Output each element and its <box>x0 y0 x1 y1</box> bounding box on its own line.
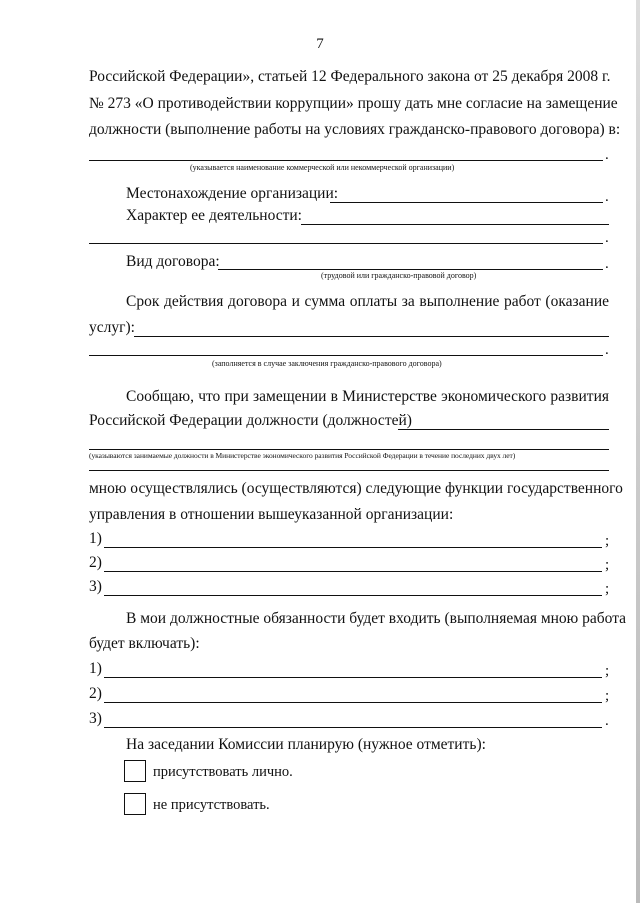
duties-item-1-field[interactable] <box>104 677 602 678</box>
organization-name-end-mark: . <box>605 147 609 163</box>
positions-line-1: Сообщаю, что при замещении в Министерстве экономического развития <box>126 388 609 405</box>
activity-field[interactable] <box>301 224 609 225</box>
duties-item-1-number: 1) <box>89 660 102 677</box>
contract-type-hint: (трудовой или гражданско-правовой договор) <box>321 271 477 280</box>
functions-item-1-number: 1) <box>89 530 102 547</box>
functions-line-1: мною осуществлялись (осуществляются) следующие функции государственного <box>89 480 623 497</box>
intro-line-2: № 273 «О противодействии коррупции» прошу дать мне согласие на замещение <box>89 95 618 112</box>
functions-item-3-field[interactable] <box>104 595 602 596</box>
functions-item-2-number: 2) <box>89 554 102 571</box>
term-line-2-label: услуг): <box>89 319 135 336</box>
term-field-line-2[interactable] <box>89 355 603 356</box>
duties-item-2-field[interactable] <box>104 702 602 703</box>
term-line-1: Срок действия договора и сумма оплаты за выполнение работ (оказание <box>126 293 609 310</box>
positions-field[interactable] <box>398 429 609 430</box>
intro-line-1: Российской Федерации», статьей 12 Федерального закона от 25 декабря 2008 г. <box>89 68 611 85</box>
attend-in-person-checkbox[interactable] <box>124 760 146 782</box>
location-label: Местонахождение организации: <box>126 185 339 202</box>
activity-label: Характер ее деятельности: <box>126 207 302 224</box>
functions-line-2: управления в отношении вышеуказанной организации: <box>89 506 454 523</box>
page-number: 7 <box>316 36 324 52</box>
positions-line-2-label: Российской Федерации должности (должностей) <box>89 412 412 429</box>
attend-in-person-label: присутствовать лично. <box>153 764 293 780</box>
term-field[interactable] <box>134 336 609 337</box>
location-field[interactable] <box>330 202 603 203</box>
duties-item-2-number: 2) <box>89 685 102 702</box>
duties-item-3-field[interactable] <box>104 727 602 728</box>
duties-item-3-end: . <box>605 713 609 729</box>
term-end-mark: . <box>605 342 609 358</box>
duties-item-1-end: ; <box>605 663 610 679</box>
duties-item-3-number: 3) <box>89 710 102 727</box>
location-end-mark: . <box>605 189 609 205</box>
functions-item-2-end: ; <box>605 557 610 573</box>
page-edge-shadow <box>636 0 640 903</box>
functions-item-2-field[interactable] <box>104 571 602 572</box>
not-attend-checkbox[interactable] <box>124 793 146 815</box>
positions-field-line-2[interactable] <box>89 449 609 450</box>
organization-name-field[interactable] <box>89 160 603 161</box>
contract-type-field[interactable] <box>218 269 603 270</box>
functions-item-3-number: 3) <box>89 578 102 595</box>
duties-item-2-end: ; <box>605 688 610 704</box>
contract-type-end-mark: . <box>605 256 609 272</box>
functions-item-1-field[interactable] <box>104 547 602 548</box>
intro-line-3: должности (выполнение работы на условиях гражданско-правового договора) в: <box>89 121 621 138</box>
activity-field-line-2[interactable] <box>89 243 603 244</box>
organization-name-hint: (указывается наименование коммерческой или некоммерческой организации) <box>190 163 455 172</box>
not-attend-label: не присутствовать. <box>153 797 270 813</box>
positions-hint: (указываются занимаемые должности в Министерстве экономического развития Российской Федерации в течение последних двух лет) <box>89 451 516 460</box>
contract-type-label: Вид договора: <box>126 253 220 270</box>
duties-line-1: В мои должностные обязанности будет входить (выполняемая мною работа <box>126 610 627 627</box>
activity-end-mark: . <box>605 230 609 246</box>
term-hint: (заполняется в случае заключения гражданско-правового договора) <box>212 359 442 368</box>
functions-item-1-end: ; <box>605 533 610 549</box>
positions-field-line-3[interactable] <box>89 470 609 471</box>
attendance-question: На заседании Комиссии планирую (нужное отметить): <box>126 736 486 753</box>
duties-line-2: будет включать): <box>89 635 200 652</box>
functions-item-3-end: ; <box>605 581 610 597</box>
